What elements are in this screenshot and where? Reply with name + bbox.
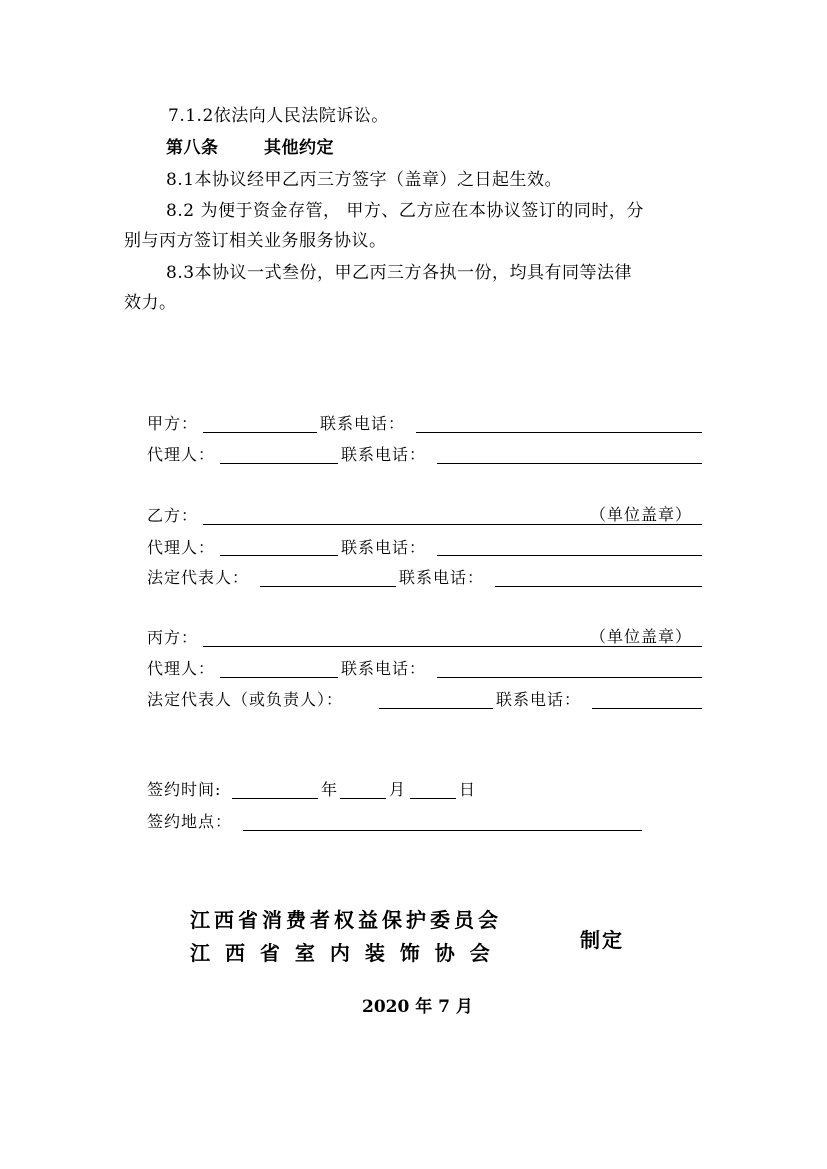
party-a-agent-phone-blank[interactable] (437, 463, 702, 464)
org-decoration-association: 江 西 省 室 内 装 饰 协 会 (190, 941, 494, 965)
sign-time-label: 签约时间: (147, 780, 222, 799)
party-c-agent-blank[interactable] (220, 677, 338, 678)
party-b-legal-rep-phone-blank[interactable] (495, 586, 702, 587)
clause-8-3-line1: 8.3本协议一式叁份，甲乙丙三方各执一份，均具有同等法律 (166, 263, 633, 283)
party-a-phone-label: 联系电话： (320, 414, 406, 433)
party-b-label: 乙方： (147, 506, 199, 525)
party-b-legal-rep-label: 法定代表人： (147, 568, 250, 587)
party-b-legal-rep-blank[interactable] (260, 586, 396, 587)
org-consumer-council: 江西省消费者权益保护委员会 (190, 908, 502, 932)
party-c-label: 丙方： (147, 628, 199, 647)
party-a-agent-label: 代理人： (147, 445, 216, 464)
footer-date: 2020 年 7 月 (362, 997, 473, 1017)
party-c-legal-rep-blank[interactable] (379, 708, 493, 709)
article-8-title: 其他约定 (264, 138, 334, 158)
clause-8-3-line2: 效力。 (124, 293, 177, 313)
made-by-label: 制定 (580, 928, 624, 952)
sign-place-blank[interactable] (243, 830, 642, 831)
party-b-seal: （单位盖章） (590, 505, 693, 524)
party-a-blank[interactable] (203, 432, 317, 433)
party-b-agent-blank[interactable] (220, 555, 338, 556)
clause-8-2-line1: 8.2 为便于资金存管， 甲方、乙方应在本协议签订的同时，分 (166, 201, 644, 221)
party-b-agent-label: 代理人： (147, 538, 216, 557)
party-b-agent-phone-blank[interactable] (437, 555, 702, 556)
clause-8-2-line2: 别与丙方签订相关业务服务协议。 (124, 231, 387, 251)
party-b-legal-rep-phone-label: 联系电话： (399, 568, 485, 587)
party-a-row (147, 414, 198, 434)
party-c-legal-rep-phone-blank[interactable] (592, 708, 702, 709)
clause-8-1: 8.1本协议经甲乙丙三方签字（盖章）之日起生效。 (166, 170, 563, 190)
sign-month-blank[interactable] (340, 798, 386, 799)
party-c-agent-phone-blank[interactable] (437, 677, 702, 678)
party-a-agent-phone-label: 联系电话： (341, 445, 427, 464)
sign-year-label: 年 (321, 780, 339, 799)
party-c-agent-phone-label: 联系电话： (341, 659, 427, 678)
party-c-seal: （单位盖章） (590, 627, 693, 646)
sign-day-blank[interactable] (410, 798, 456, 799)
party-a-agent-blank[interactable] (220, 463, 338, 464)
party-a-phone-blank[interactable] (416, 432, 702, 433)
party-a-label: 甲方： (147, 414, 199, 433)
party-b-agent-phone-label: 联系电话： (341, 538, 427, 557)
clause-7-1-2: 7.1.2依法向人民法院诉讼。 (168, 106, 389, 126)
party-c-legal-rep-phone-label: 联系电话： (496, 690, 582, 709)
party-c-agent-label: 代理人： (147, 659, 216, 678)
sign-month-label: 月 (389, 780, 407, 799)
sign-year-blank[interactable] (232, 798, 318, 799)
article-8-number: 第八条 (166, 138, 219, 158)
sign-place-label: 签约地点： (147, 812, 233, 831)
party-c-legal-rep-label: 法定代表人（或负责人）： (147, 690, 344, 709)
sign-day-label: 日 (459, 780, 477, 799)
